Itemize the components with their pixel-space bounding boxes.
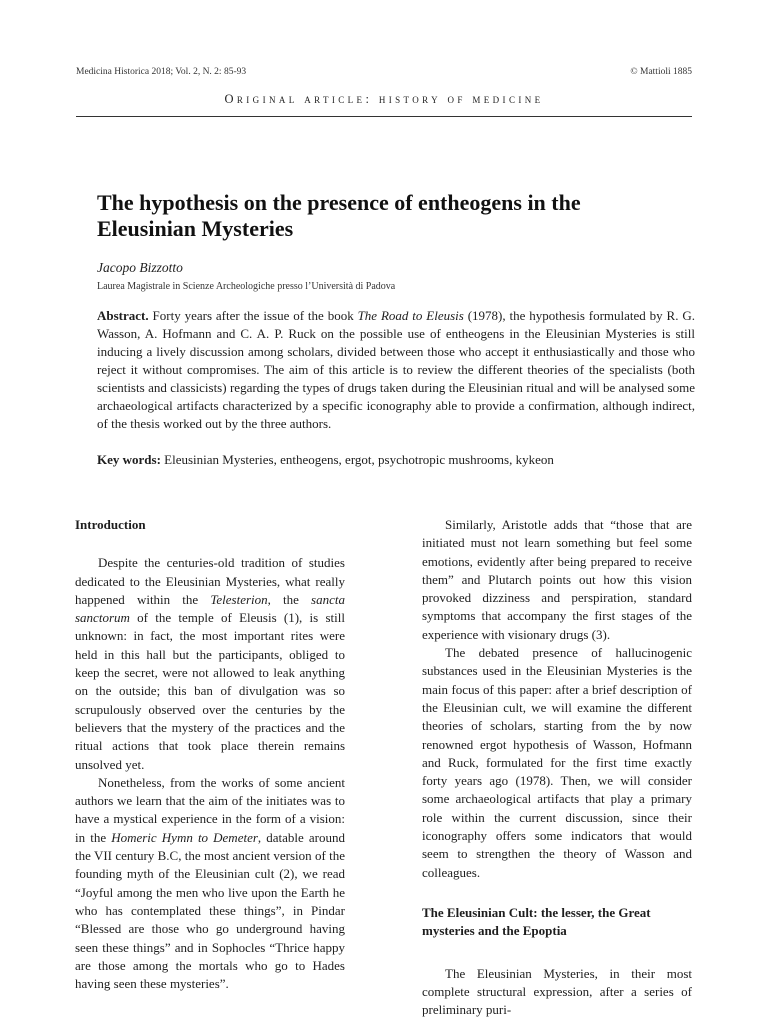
copyright-notice: © Mattioli 1885 — [630, 67, 692, 77]
abstract-label: Abstract. — [97, 308, 149, 323]
journal-citation: Medicina Historica 2018; Vol. 2, N. 2: 85-93 — [76, 67, 247, 77]
abstract-text: Forty years after the issue of the book — [148, 308, 358, 323]
section-heading-introduction: Introduction — [75, 517, 146, 532]
left-column — [75, 516, 345, 993]
header-rule — [76, 116, 692, 117]
paragraph — [75, 554, 345, 774]
paragraph-text: Despite the centuries-old tradition of studies dedicated to the Eleusinian Mysteries, what really happened within the — [75, 555, 345, 607]
abstract — [97, 307, 695, 433]
term-telesterion: Telesterion — [210, 591, 268, 607]
abstract-book-title: The Road to Eleusis — [357, 308, 464, 323]
paragraph-text: , the — [267, 591, 312, 607]
article-type-header: Original article: history of medicine — [224, 92, 544, 106]
term-homeric-hymn: Homeric Hymn to Demeter — [111, 829, 258, 845]
term-sancta-sanctorum: sancta sanctorum — [75, 591, 345, 626]
keywords-label: Key words: — [97, 452, 161, 467]
abstract-text-cont: (1978), the hypothesis formulated by R. G. Wasson, A. Hofmann and C. A. P. Ruck on the possible use of entheogens in the Eleusinian Mysteries is still inducing a lively discussion among scholars, divided between those who accept it enthusiastically and those who reject it without compromises. The aim of this article is to review the different theories of the specialists (both scientists and classicists) regarding the types of drugs taken during the Eleusinian ritual and will be analysed some archaeological artifacts characterized by a specific iconography able to provide a confirmation, although indirect, of the thesis worked out by the three authors. — [97, 308, 695, 431]
paragraph — [75, 774, 345, 994]
paragraph-text: Nonetheless, from the works of some ancient authors we learn that the aim of the initiates was to have a mystical experience in the form of a vision: in the — [75, 774, 345, 845]
keywords — [97, 451, 695, 469]
paragraph-text: , datable around the VII century B.C, the most ancient version of the founding myth of the Eleusinian cult (2), we read “Joyful among the men who live upon the Earth he who has contemplated these things”, in Pindar “Blessed are those who go underground having seen these things” and in Sophocles “Thrice happy are those among the mortals who go to Hades having seen these mysteries”. — [75, 829, 346, 992]
paragraph: The Eleusinian Mysteries, in their most complete structural expression, after a series of preliminary puri- — [422, 965, 692, 1018]
right-column — [422, 516, 692, 1019]
paragraph: The debated presence of hallucinogenic substances used in the Eleusinian Mysteries is the main focus of this paper: after a brief description of the Eleusinian cult, we will examine the different theories of scholars, starting from the by now renowned ergot hypothesis of Wasson, Hofmann and Ruck, formulated for the first time exactly forty years ago (1978). Then, we will consider some archaeological artifacts that play a primary role within the current discussion, since their iconography offers some indicators that would seem to strengthen the theory of Wasson and colleagues. — [422, 645, 692, 880]
keywords-text: Eleusinian Mysteries, entheogens, ergot, psychotropic mushrooms, kykeon — [160, 452, 554, 467]
paragraph-text: of the temple of Eleusis (1), is still unknown: in fact, the most important rites were held in this hall but the participants, obliged to keep the secret, were not allowed to leak anything on the outside; this ban of divulgation was so scrupulously observed over the centuries by the believers that the mystery of the practices and the ritual actions that took place therein remains unsolved yet. — [75, 610, 345, 772]
section-heading-eleusinian-cult: The Eleusinian Cult: the lesser, the Great mysteries and the Epoptia — [422, 904, 651, 939]
article-title: The hypothesis on the presence of entheogens in the Eleusinian Mysteries — [97, 190, 581, 241]
author-affiliation: Laurea Magistrale in Scienze Archeologiche presso l’Università di Padova — [97, 281, 396, 292]
author-name: Jacopo Bizzotto — [97, 260, 183, 275]
paragraph: Similarly, Aristotle adds that “those that are initiated must not learn something but feel some emotions, evidently after being prepared to receive them” and Plutarch points out how this vision provoked dizziness and perspiration, standard symptoms that accompany the first stages of the experience with visionary drugs (3). — [422, 517, 692, 642]
